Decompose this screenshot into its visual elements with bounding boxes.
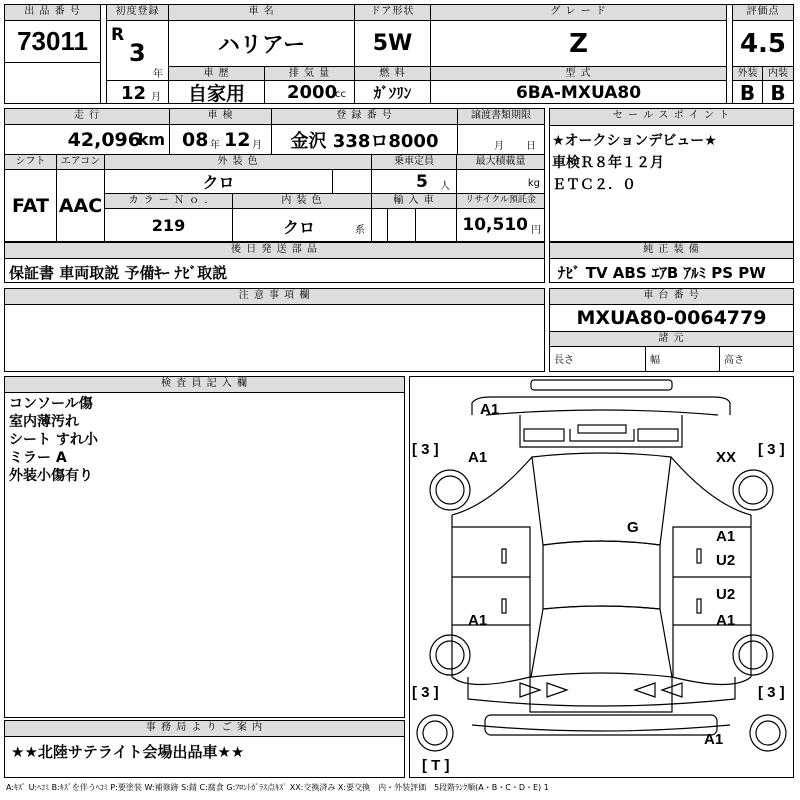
mark-xx: XX xyxy=(716,449,737,466)
transfer-month-unit: 月 xyxy=(494,141,504,152)
inspector-note-1: コンソール傷 xyxy=(9,396,93,412)
reg-month-unit: 月 xyxy=(151,92,161,103)
inspector-note-4: ミラー A xyxy=(9,450,67,466)
mark-right-a1-1: A1 xyxy=(716,528,736,545)
model-value: 6BA-MXUA80 xyxy=(431,81,727,104)
recycle-label: リサイクル預託金 xyxy=(457,194,544,209)
mark-right-a1-2: A1 xyxy=(716,612,736,629)
capacity-value: 5 xyxy=(416,172,428,192)
cc-label: 排 気 量 xyxy=(265,67,355,81)
car-diagram xyxy=(409,376,794,778)
fuel-label: 燃 料 xyxy=(355,67,431,81)
mileage-label: 走 行 xyxy=(5,109,170,125)
inspector-block xyxy=(4,376,405,718)
width-label: 幅 xyxy=(646,346,720,371)
sales-line-3: ＥＴＣ２．０ xyxy=(552,177,636,193)
door-value: 5W xyxy=(355,21,431,67)
cc-unit: cc xyxy=(335,89,346,100)
model-label: 型 式 xyxy=(431,67,727,81)
cc-box xyxy=(265,81,355,104)
reg-era: R xyxy=(111,25,125,45)
import-box-a xyxy=(372,209,388,242)
history-value: 自家用 xyxy=(169,81,265,104)
mark-front-left-a1: A1 xyxy=(468,449,488,466)
caution-label: 注 意 事 項 欄 xyxy=(5,289,544,305)
lot-label: 出 品 番 号 xyxy=(5,5,101,21)
intcolor-value: クロ xyxy=(283,218,316,237)
color-label: 外 装 色 xyxy=(105,155,372,170)
intcolor-box xyxy=(233,209,372,242)
inspect-month-unit: 月 xyxy=(252,140,262,151)
sales-line-2: 車検Ｒ８年１２月 xyxy=(552,155,664,171)
plate-label: 登 録 番 号 xyxy=(272,109,458,125)
mark-bottom-a1: A1 xyxy=(704,731,724,748)
score-label: 評価点 xyxy=(733,5,793,21)
office-label: 事 務 局 よ り ご 案 内 xyxy=(5,721,404,737)
mileage-box xyxy=(5,125,170,155)
reg-month-box xyxy=(107,81,169,104)
inspector-label: 検 査 員 記 入 欄 xyxy=(5,377,404,393)
lot-number: 73011 xyxy=(5,21,101,63)
int-label: 内装 xyxy=(763,67,793,81)
color-blank xyxy=(333,170,372,194)
transfer-label: 譲渡書類期限 xyxy=(458,109,544,125)
mark-right-u2-1: U2 xyxy=(716,552,736,569)
shift-label: シフト xyxy=(5,155,57,170)
score-value: 4.5 xyxy=(733,21,793,67)
recycle-box xyxy=(457,209,544,242)
door-label: ドア形状 xyxy=(355,5,431,21)
shift-value: FAT xyxy=(5,170,57,242)
load-box xyxy=(457,170,544,194)
load-label: 最大積載量 xyxy=(457,155,544,170)
ext-label: 外装 xyxy=(733,67,763,81)
colorno-value: 219 xyxy=(105,209,233,242)
import-box-c xyxy=(416,209,457,242)
recycle-value: 10,510 xyxy=(462,215,528,235)
mark-tire-front-right: [ 3 ] xyxy=(758,441,785,458)
inspect-label: 車 検 xyxy=(170,109,272,125)
transfer-day-unit: 日 xyxy=(526,141,536,152)
mark-tire-front-left: [ 3 ] xyxy=(412,441,439,458)
import-box-b xyxy=(388,209,416,242)
inspect-year: 08 xyxy=(182,129,209,151)
name-label: 車 名 xyxy=(169,5,355,21)
parts-block xyxy=(4,242,545,283)
reg-year-unit: 年 xyxy=(153,69,163,80)
office-block xyxy=(4,720,405,778)
inspect-year-unit: 年 xyxy=(210,140,220,151)
reg-label: 初度登録 xyxy=(107,5,169,21)
car-name: ハリアー xyxy=(169,21,355,67)
mileage-value: 42,096 xyxy=(67,129,141,151)
parts-label: 後 日 発 送 部 品 xyxy=(5,243,544,259)
parts-value: 保証書 車両取説 予備ｷｰ ﾅﾋﾞ取説 xyxy=(9,264,228,282)
history-label: 車 歴 xyxy=(169,67,265,81)
height-label: 高さ xyxy=(724,355,744,366)
transfer-box xyxy=(458,125,544,155)
capacity-box xyxy=(372,170,457,194)
mark-tire-rear-right: [ 3 ] xyxy=(758,684,785,701)
capacity-label: 乗車定員 xyxy=(372,155,457,170)
mark-left-a1: A1 xyxy=(468,612,488,629)
color-value: クロ xyxy=(105,170,333,194)
inspector-note-5: 外装小傷有り xyxy=(9,468,93,484)
equip-value: ﾅﾋﾞ TV ABS ｴｱB ｱﾙﾐ PS PW xyxy=(558,264,766,282)
lot-blank xyxy=(5,63,101,104)
header-block xyxy=(4,4,794,104)
dims-label: 諸 元 xyxy=(550,332,793,347)
colorno-label: カ ラ ー Ｎ ｏ . xyxy=(105,194,233,209)
ext-score: B xyxy=(733,81,763,104)
sales-line-1: ★オークションデビュー★ xyxy=(552,133,717,149)
length-label: 長さ xyxy=(550,346,646,371)
mark-t: [ T ] xyxy=(422,757,450,774)
inspect-box xyxy=(170,125,272,155)
capacity-unit: 人 xyxy=(440,181,450,192)
grade-value: Z xyxy=(431,21,727,67)
load-unit: kg xyxy=(527,178,540,189)
equipment-block xyxy=(549,242,794,283)
chassis-block xyxy=(549,288,794,372)
mark-right-u2-2: U2 xyxy=(716,586,736,603)
ac-label: エアコン xyxy=(57,155,105,170)
inspect-month: 12 xyxy=(224,129,251,151)
fuel-value: ｶﾞｿﾘﾝ xyxy=(355,81,431,104)
reg-month: 12 xyxy=(121,83,147,104)
recycle-unit: 円 xyxy=(531,225,541,236)
plate-value: 金沢 338ロ8000 xyxy=(272,125,458,155)
sales-point-block xyxy=(549,108,794,242)
import-label: 輸 入 車 xyxy=(372,194,457,209)
intcolor-unit: 系 xyxy=(355,225,365,236)
mileage-unit: km xyxy=(137,130,165,149)
inspector-note-3: シート すれ小 xyxy=(9,432,98,448)
caution-block xyxy=(4,288,545,372)
mark-tire-rear-left: [ 3 ] xyxy=(412,684,439,701)
equip-label: 純 正 装 備 xyxy=(550,243,793,259)
grade-label: グ レ ー ド xyxy=(431,5,727,21)
inspector-note-2: 室内薄汚れ xyxy=(9,414,79,430)
cc-value: 2000 xyxy=(287,82,338,103)
details-block xyxy=(4,108,545,242)
mark-g: G xyxy=(627,519,639,536)
car-outline-drawing xyxy=(410,377,793,777)
sales-label: セ ー ル ス ポ イ ン ト xyxy=(550,109,793,126)
chassis-label: 車 台 番 号 xyxy=(550,289,793,305)
intcolor-label: 内 装 色 xyxy=(233,194,372,209)
chassis-value: MXUA80-0064779 xyxy=(550,305,793,332)
reg-year: 3 xyxy=(129,39,146,67)
mark-roof-a1: A1 xyxy=(480,401,500,418)
office-value: ★★北陸サテライト会場出品車★★ xyxy=(11,743,245,761)
reg-box xyxy=(107,21,169,81)
ac-value: AAC xyxy=(57,170,105,242)
legend-footer: A:ｷｽﾞ U:ﾍｺﾐ B:ｷｽﾞを伴うﾍｺﾐ P:要塗装 W:補修跡 S:錆 C:腐食 G:ﾌﾛﾝﾄｶﾞﾗｽ点ｷｽﾞ XX:交換済み X:要交換 内・外装評価 5段階ﾗﾝｸ順(A・B・C・D・E) 1 xyxy=(6,783,549,792)
int-score: B xyxy=(770,81,786,104)
